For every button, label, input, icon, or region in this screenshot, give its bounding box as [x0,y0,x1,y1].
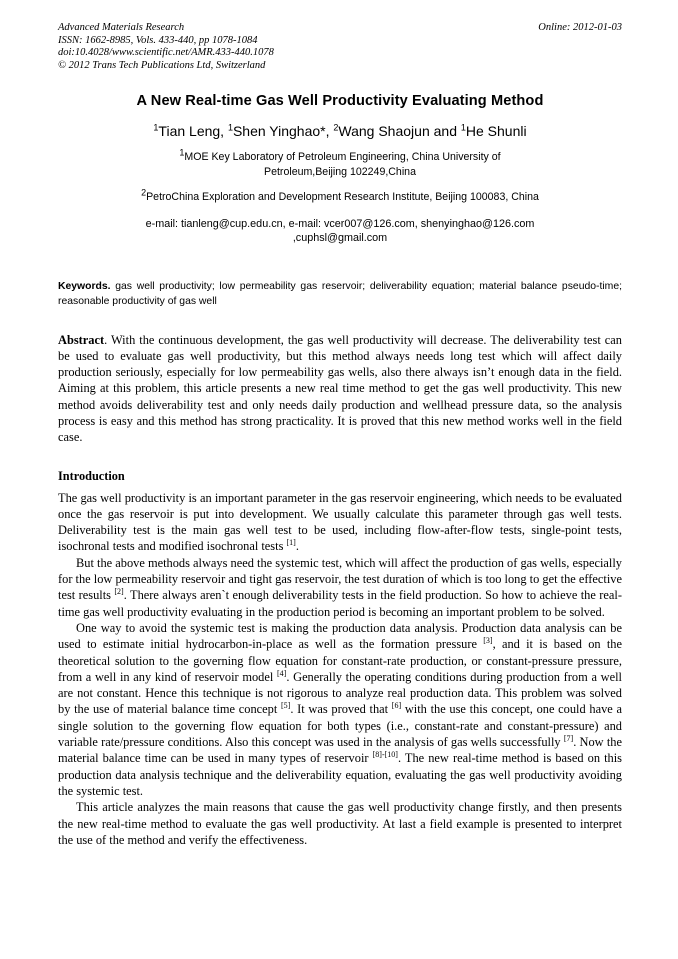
affiliation-2 [58,187,622,205]
journal-online-date: Online: 2012-01-03 [538,22,622,33]
affiliation-2-text: PetroChina Exploration and Development Research Institute, Beijing 100083, China [146,191,539,203]
affiliation-2-marker: 2 [141,187,147,198]
author-list: $^1$Tian Leng, $^1$Shen Yinghao*, $^2$Wang Shaojun and $^1$He Shunli [153,122,527,139]
affiliation-1-line-1 [58,147,622,165]
keywords-text: gas well productivity; low permeability gas reservoir; deliverability equation; material balance pseudo-time; reasonable productivity of gas well [58,280,623,307]
author-emails [58,217,622,246]
journal-copyright-line: © 2012 Trans Tech Publications Ltd, Switzerland [58,59,266,71]
journal-name: Advanced Materials Research [58,22,185,33]
intro-paragraph-3: One way to avoid the systemic test is making the production data analysis. Production data analysis can be used to estimate initial hydrocarbon-in-place as well as the formation pressure [3], and it is based on the theoretical solution to the governing flow equation for constant-rate production, or constant-pressure pressure, from a well in any kind of reservoir model [4]. Generally the operating conditions during production from a well are not constant. Hence this technique is not rigorous to analyze real production data. This problem was solved by the use of material balance time concept [5]. It was proved that [6] with the use this concept, one could have a single solution to the governing flow equation for both types (i.e., constant-rate and constant‑pressure) and variable rate/pressure conditions. Also this concept was used in the analysis of gas wells successfully [7]. Now the material balance time can be used in many types of reservoir [8]-[10]. The new real-time method is based on this production data analysis technique and the deliverability equation, evaluating the gas well productivity avoiding the systemic test. [58,620,623,798]
keywords-label: Keywords. [58,280,111,292]
intro-paragraph-1: The gas well productivity is an important parameter in the gas reservoir engineering, which needs to be evaluated once the gas reservoir is put into development. We usually calculate this parameter through gas well tests. Deliverability test is the main gas well test to be used, including flow-after-flow tests, single-point tests, isochronal tests and modified isochronal tests [1]. [58,490,622,554]
journal-header [58,22,622,78]
affiliation-1-marker: 1 [179,147,185,158]
affiliation-1-line-2: Petroleum,Beijing 102249,China [264,165,416,178]
affiliation-1-text-1: MOE Key Laboratory of Petroleum Engineering, China University of [184,151,501,163]
intro-paragraph-2: But the above methods always need the systemic test, which will affect the production of gas wells, especially for the low permeability reservoir and tight gas reservoir, the test duration of which is too long to get the effective test results [2]. There always aren`t enough deliverability tests in the field production. So how to achieve the real-time gas well productivity evaluating in the production period is becoming an important problem to be solved. [58,555,622,619]
author-email-line-2: ,cuphsl@gmail.com [292,232,388,244]
journal-doi-line: doi:10.4028/www.scientific.net/AMR.433-440.1078 [58,47,274,59]
journal-issn-line: ISSN: 1662-8985, Vols. 433-440, pp 1078-1084 [58,34,258,46]
abstract-text: . With the continuous development, the gas well productivity will decrease. The deliverability test can be used to evaluate gas well productivity, but this method always needs long test which will affect daily production seriously, especially for low permeability gas wells, also there always isn’t enough data in the field. Aiming at this problem, this article presents a new real time method to get the gas well productivity. This new method avoids deliverability test and only needs daily production and wellhead pressure data, so the analysis process is easy and this method has strong practicality. It is proved that this new method works well in the field case. [58,332,622,445]
affiliation-1 [58,147,622,179]
journal-header-left [58,22,478,72]
page-title: A New Real-time Gas Well Productivity Evaluating Method [136,93,544,109]
author-email-line-1: e-mail: tianleng@cup.edu.cn, e-mail: vcer007@126.com, shenyinghao@126.com [145,217,535,230]
intro-paragraph-4: This article analyzes the main reasons that cause the gas well productivity change firstly, and then presents the new real-time method to evaluate the gas well productivity. At last a field example is presented to interpret the use of the method and verify the effectiveness. [58,800,622,847]
section-heading-introduction: Introduction [58,468,125,483]
abstract-block [58,332,622,446]
keywords-block [58,279,622,309]
abstract-label: Abstract [58,332,105,347]
